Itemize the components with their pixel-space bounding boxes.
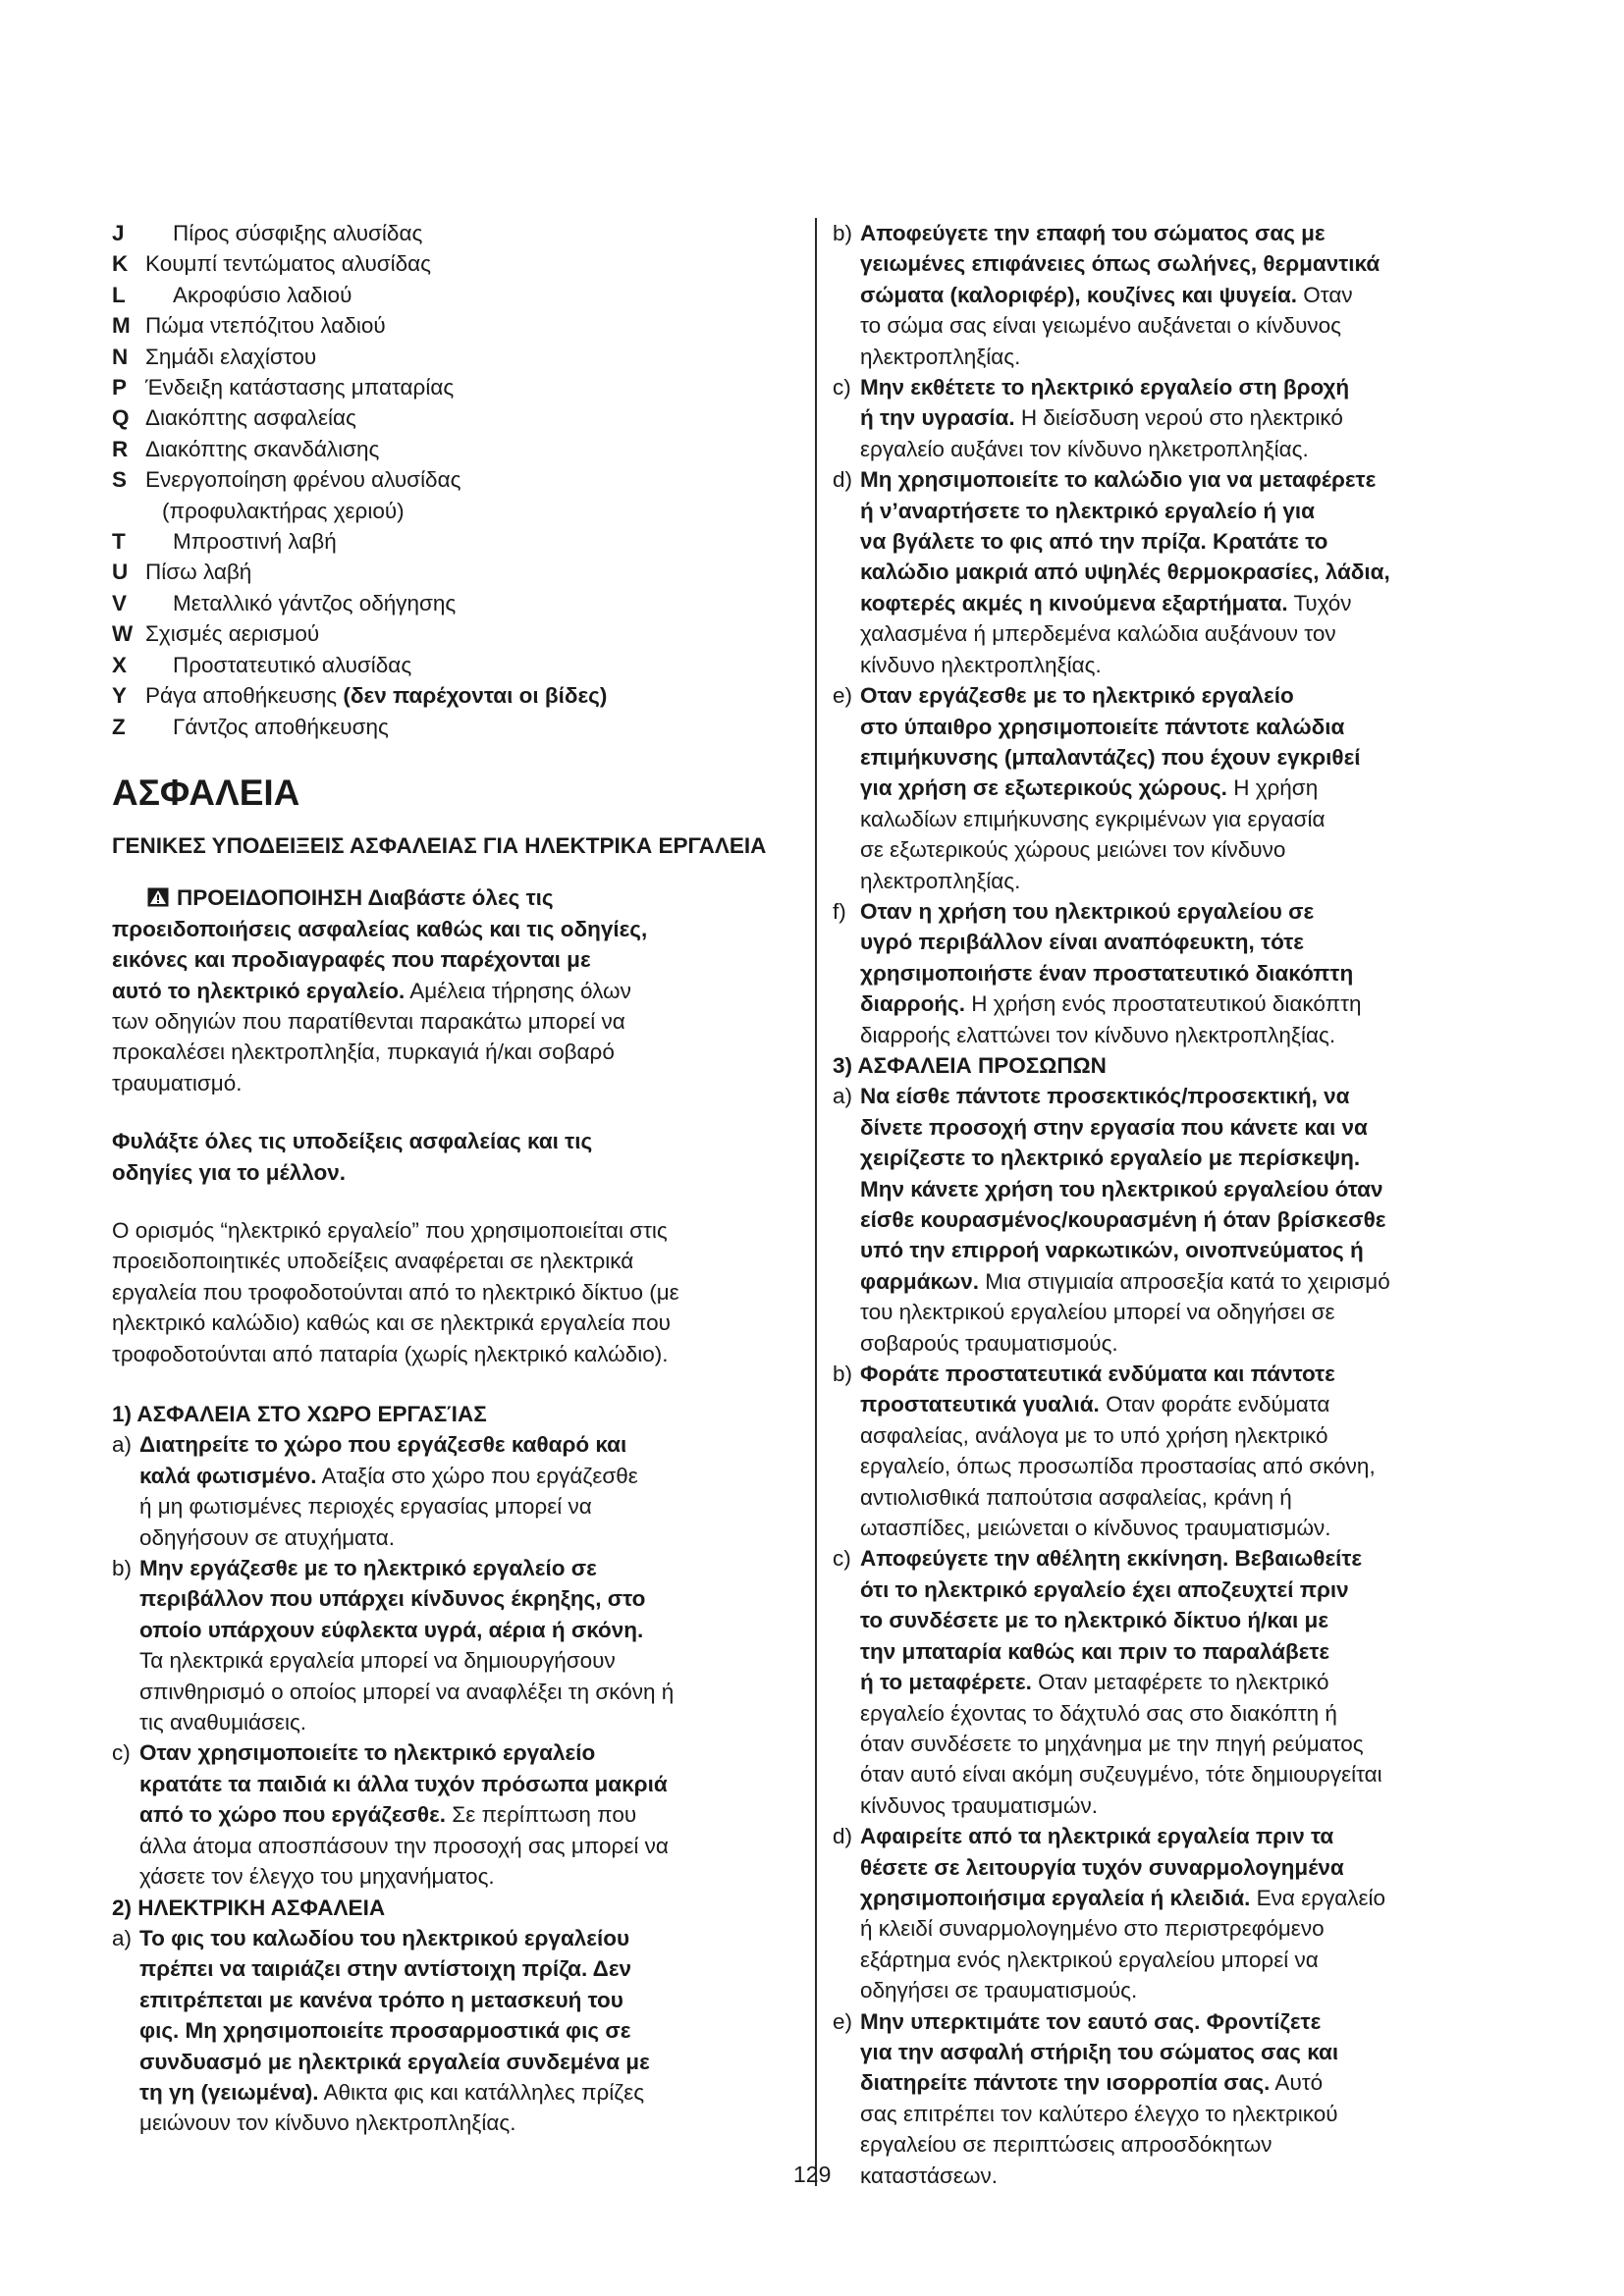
safety-item xyxy=(833,218,1534,372)
item-line xyxy=(139,1769,768,1799)
legend-key xyxy=(112,496,142,526)
item-line: ασφαλείας, ανάλογα με το υπό χρήση ηλεκτρικό xyxy=(860,1422,1328,1448)
bold-text: να βγάλετε το φις από την πρίζα. Κρατάτε το xyxy=(860,529,1328,555)
item-line xyxy=(139,1923,768,1953)
bold-text: ή το μεταφέρετε. xyxy=(860,1670,1032,1695)
warning-line: των οδηγιών που παρατίθενται παρακάτω μπορεί να xyxy=(112,1008,625,1034)
item-body xyxy=(860,372,1534,464)
item-key: a) xyxy=(112,1432,133,1458)
safety-item xyxy=(833,896,1534,1050)
item-line xyxy=(860,680,1534,711)
legend-key: W xyxy=(112,621,134,647)
legend-row xyxy=(112,372,768,402)
legend-row xyxy=(112,557,768,587)
bold-text: από το χώρο που εργάζεσθε. xyxy=(139,1802,447,1828)
warning-paragraph xyxy=(112,882,768,1098)
bold-text: ή την υγρασία. xyxy=(860,405,1015,431)
bold-text: Οταν η χρήση του ηλεκτρικού εργαλείου σε xyxy=(860,898,1315,924)
warning-triangle-icon xyxy=(147,887,169,907)
item-body xyxy=(860,1821,1534,2005)
item-line xyxy=(860,958,1534,988)
legend-key: N xyxy=(112,344,129,369)
legend-text: Γάντζος αποθήκευσης xyxy=(173,714,389,739)
page-number: 129 xyxy=(793,2162,832,2187)
item-line xyxy=(860,1081,1534,1111)
item-line xyxy=(139,1985,768,2015)
item-line: καλωδίων επιμήκυνσης εγκριμένων για εργασία xyxy=(860,806,1326,831)
item-line xyxy=(860,248,1534,279)
item-line xyxy=(139,1737,768,1768)
item-line: σοβαρούς τραυματισμούς. xyxy=(860,1330,1118,1356)
item-line: όταν αυτό είναι ακόμη συζευγμένο, τότε δημιουργείται xyxy=(860,1762,1382,1788)
safety-heading: ΑΣΦΑΛΕΙΑ xyxy=(112,772,300,813)
bold-text: Αφαιρείτε από τα ηλεκτρικά εργαλεία πριν τα xyxy=(860,1824,1334,1849)
item-line: Τα ηλεκτρικά εργαλεία μπορεί να δημιουργήσουν xyxy=(139,1648,616,1674)
item-line: ή μη φωτισμένες περιοχές εργασίας μπορεί να xyxy=(139,1494,592,1520)
legend-text: Διακόπτης σκανδάλισης xyxy=(145,436,380,461)
item-line: καλά φωτισμένο. Αταξία στο χώρο που εργάζεσθε xyxy=(139,1463,638,1488)
item-line: εργαλείο, όπως προσωπίδα προστασίας από σκόνη, xyxy=(860,1454,1376,1479)
legend-row xyxy=(112,712,768,742)
bold-text: Αποφεύγετε την επαφή του σώματος σας με xyxy=(860,221,1326,245)
item-line: του ηλεκτρικού εργαλείου μπορεί να οδηγήσει σε xyxy=(860,1300,1335,1325)
bold-text: Φοράτε προστατευτικά ενδύματα και πάντοτε xyxy=(860,1362,1335,1387)
item-line: ηλεκτροπληξίας. xyxy=(860,868,1021,893)
item-key: b) xyxy=(833,1362,853,1387)
legend-text: Προστατευτικό αλυσίδας xyxy=(173,652,412,677)
item-key: d) xyxy=(833,467,853,493)
legend-row xyxy=(112,526,768,557)
item-line xyxy=(860,1543,1534,1574)
item-body xyxy=(860,680,1534,896)
legend-key: P xyxy=(112,375,128,400)
legend-row xyxy=(112,496,768,526)
bold-text: υπό την επιρροή ναρκωτικών, οινοπνεύματος ή xyxy=(860,1238,1364,1263)
warning-line: προκαλέσει ηλεκτροπληξία, πυρκαγιά ή/και σοβαρό xyxy=(112,1040,615,1065)
item-line xyxy=(139,1553,768,1583)
bold-text: είσθε κουρασμένος/κουρασμένη ή όταν βρίσκεσθε xyxy=(860,1207,1386,1232)
section-heading: 1) ΑΣΦΑΛΕΙΑ ΣΤΟ ΧΩΡΟ ΕΡΓΑΣΊΑΣ xyxy=(112,1402,487,1426)
legend-key: S xyxy=(112,467,128,493)
bold-text: κοφτερές ακμές η κινούμενα εξαρτήματα. xyxy=(860,590,1288,615)
bold-text: αυτό το ηλεκτρικό εργαλείο. xyxy=(112,978,406,1003)
item-line: φαρμάκων. Μια στιγμιαία απροσεξία κατά το χειρισμό xyxy=(860,1268,1390,1294)
safety-item xyxy=(833,372,1534,464)
item-line: σώματα (καλοριφέρ), κουζίνες και ψυγεία. Οταν xyxy=(860,282,1353,307)
item-line: οδηγήσει σε τραυματισμούς. xyxy=(860,1978,1138,2003)
bold-text: επιμήκυνσης (μπαλαντάζες) που έχουν εγκριθεί xyxy=(860,744,1361,770)
legend-text: Μεταλλικό γάντζος οδήγησης xyxy=(173,590,457,615)
legend-key: T xyxy=(112,529,126,555)
item-line xyxy=(860,557,1534,587)
legend-key: Q xyxy=(112,405,130,431)
legend-bold-text: (δεν παρέχονται οι βίδες) xyxy=(343,683,608,709)
legend-key: Z xyxy=(112,714,126,739)
bold-text: ΠΡΟΕΙΔΟΠΟΙΗΣΗ Διαβάστε όλες τις xyxy=(177,885,554,911)
item-key: c) xyxy=(833,1546,851,1572)
item-body xyxy=(139,1923,768,2139)
general-safety-heading: ΓΕΝΙΚΕΣ ΥΠΟΔΕΙΞΕΙΣ ΑΣΦΑΛΕΙΑΣ ΓΙΑ ΗΛΕΚΤΡΙΚΑ ΕΡΓΑΛΕΙΑ xyxy=(112,832,767,858)
bold-text: Οταν χρησιμοποιείτε το ηλεκτρικό εργαλείο xyxy=(139,1740,596,1766)
item-line xyxy=(860,496,1534,526)
bold-text: Μην υπερκτιμάτε τον εαυτό σας. Φροντίζετε xyxy=(860,2008,1322,2034)
item-line: άλλα άτομα αποσπάσουν την προσοχή σας μπορεί να xyxy=(139,1833,669,1858)
bold-text: καλά φωτισμένο. xyxy=(139,1463,317,1488)
item-line: για χρήση σε εξωτερικούς χώρους. Η χρήση xyxy=(860,775,1319,801)
bold-text: σώματα (καλοριφέρ), κουζίνες και ψυγεία. xyxy=(860,282,1298,307)
item-key: c) xyxy=(833,375,851,400)
legend-text: Διακόπτης ασφαλείας xyxy=(145,405,356,431)
bold-text: την μπαταρία καθώς και πριν το παραλάβετε xyxy=(860,1638,1330,1664)
item-line xyxy=(860,218,1534,248)
item-line: διαρροής. Η χρήση ενός προστατευτικού διακόπτη xyxy=(860,991,1362,1017)
bold-text: το συνδέσετε με το ηλεκτρικό δίκτυο ή/και με xyxy=(860,1608,1328,1633)
item-body xyxy=(860,2006,1534,2191)
bold-text: περιβάλλον που υπάρχει κίνδυνος έκρηξης, στο xyxy=(139,1586,646,1612)
legend-key: V xyxy=(112,590,128,615)
item-line xyxy=(860,1204,1534,1235)
item-line: κοφτερές ακμές η κινούμενα εξαρτήματα. Τυχόν xyxy=(860,590,1352,615)
item-body xyxy=(139,1429,768,1553)
bold-text: υγρό περιβάλλον είναι αναπόφευκτη, τότε xyxy=(860,930,1304,955)
item-body xyxy=(139,1553,768,1737)
safety-item xyxy=(112,1737,768,1892)
bold-text: διαρροής. xyxy=(860,991,966,1017)
item-key: f) xyxy=(833,898,846,924)
item-line: διαρροής ελαττώνει τον κίνδυνο ηλεκτροπληξίας. xyxy=(860,1022,1336,1047)
item-line: προστατευτικά γυαλιά. Οταν φοράτε ενδύματα xyxy=(860,1392,1330,1417)
item-line: εργαλείου σε περιπτώσεις απροσδόκητων xyxy=(860,2132,1272,2158)
bold-text: συνδυασμό με ηλεκτρικά εργαλεία συνδεμένα με xyxy=(139,2049,650,2074)
legend-row xyxy=(112,618,768,649)
bold-text: προστατευτικά γυαλιά. xyxy=(860,1392,1100,1417)
item-line: χρησιμοποιήσιμα εργαλεία ή κλειδιά. Ενα εργαλείο xyxy=(860,1885,1386,1910)
warning-line: αυτό το ηλεκτρικό εργαλείο. Αμέλεια τήρησης όλων xyxy=(112,978,631,1003)
definition-line: ηλεκτρικό καλώδιο) καθώς και σε ηλεκτρικά εργαλεία που xyxy=(112,1310,671,1336)
legend-key: X xyxy=(112,652,128,677)
bold-text: φαρμάκων. xyxy=(860,1268,980,1294)
bold-text: Να είσθε πάντοτε προσεκτικός/προσεκτική, να xyxy=(860,1084,1350,1109)
item-line: εργαλείο αυξάνει τον κίνδυνο ηλκετροπληξίας. xyxy=(860,436,1309,461)
bold-text: Οταν εργάζεσθε με το ηλεκτρικό εργαλείο xyxy=(860,683,1294,709)
legend-text: Πίρος σύσφιξης αλυσίδας xyxy=(173,221,423,245)
item-line: σας επιτρέπει τον καλύτερο έλεγχο το ηλεκτρικού xyxy=(860,2101,1338,2126)
item-line: οδηγήσουν σε ατυχήματα. xyxy=(139,1524,396,1550)
safety-item xyxy=(833,1821,1534,2005)
warning-line xyxy=(112,882,768,913)
definition-paragraph xyxy=(112,1215,768,1369)
bold-text: Μην εκθέτετε το ηλεκτρικό εργαλείο στη βροχή xyxy=(860,375,1350,400)
bold-text: επιτρέπεται με κανένα τρόπο η μετασκευή του xyxy=(139,1987,623,2012)
safety-item xyxy=(112,1923,768,2139)
bold-text: Μην κάνετε χρήση του ηλεκτρικού εργαλείου όταν xyxy=(860,1176,1383,1201)
definition-line: Ο ορισμός “ηλεκτρικό εργαλείο” που χρησιμοποιείται στις xyxy=(112,1217,668,1243)
safety-item xyxy=(833,2006,1534,2191)
column-divider xyxy=(815,218,817,2186)
bold-text: τη γη (γειωμένα). xyxy=(139,2079,319,2105)
item-line: σε εξωτερικούς χώρους μειώνει τον κίνδυνο xyxy=(860,837,1286,863)
item-line xyxy=(139,1429,768,1460)
legend-text: Ενεργοποίηση φρένου αλυσίδας xyxy=(145,467,461,493)
item-line: όταν συνδέσετε το μηχάνημα με την πηγή ρεύματος xyxy=(860,1731,1364,1756)
item-line xyxy=(860,1112,1534,1143)
legend-key: M xyxy=(112,313,131,339)
safety-item xyxy=(833,464,1534,680)
safety-item xyxy=(112,1429,768,1553)
item-key: e) xyxy=(833,683,853,709)
legend-text: (προφυλακτήρας χεριού) xyxy=(162,498,405,523)
item-key: c) xyxy=(112,1740,131,1766)
item-line: ή κλειδί συναρμολογημένο στο περιστρεφόμενο xyxy=(860,1916,1325,1942)
bold-text: κρατάτε τα παιδιά κι άλλα τυχόν πρόσωπα μακριά xyxy=(139,1771,668,1796)
left-sections xyxy=(112,1399,768,2139)
item-body xyxy=(860,1359,1534,1543)
item-line xyxy=(139,2015,768,2046)
warning-line xyxy=(112,914,768,944)
bold-text: ότι το ηλεκτρικό εργαλείο έχει αποζευχτεί πριν xyxy=(860,1576,1349,1602)
item-line xyxy=(860,464,1534,495)
legend-text: Σχισμές αερισμού xyxy=(145,621,320,647)
legend-key: R xyxy=(112,436,129,461)
legend-row xyxy=(112,342,768,372)
item-line xyxy=(860,742,1534,773)
legend-row xyxy=(112,248,768,279)
legend-text: Ακροφύσιο λαδιού xyxy=(173,282,352,307)
definition-line: τροφοδοτούνται από παταρία (χωρίς ηλεκτρικό καλώδιο). xyxy=(112,1341,669,1366)
bold-text: ή ν’αναρτήσετε το ηλεκτρικό εργαλείο ή για xyxy=(860,498,1315,523)
bold-text: Αποφεύγετε την αθέλητη εκκίνηση. Βεβαιωθείτε xyxy=(860,1546,1363,1572)
item-body xyxy=(860,218,1534,372)
legend-text: Ένδειξη κατάστασης μπαταρίας xyxy=(145,375,455,400)
bold-text: εικόνες και προδιαγραφές που παρέχονται με xyxy=(112,947,591,973)
left-column xyxy=(112,218,768,2139)
legend-row xyxy=(112,434,768,464)
item-line xyxy=(860,1852,1534,1883)
item-line: ωτασπίδες, μειώνεται ο κίνδυνος τραυματισμών. xyxy=(860,1516,1331,1541)
item-line xyxy=(860,1359,1534,1389)
bold-text: γειωμένες επιφάνειες όπως σωλήνες, θερμαντικά xyxy=(860,251,1380,277)
item-key: e) xyxy=(833,2008,853,2034)
safety-item xyxy=(833,1081,1534,1359)
legend-text: Σημάδι ελαχίστου xyxy=(145,344,317,369)
item-line: αντιολισθικά παπούτσια ασφαλείας, κράνη ή xyxy=(860,1484,1292,1510)
legend-key: L xyxy=(112,282,126,307)
bold-text: δίνετε προσοχή στην εργασία που κάνετε και να xyxy=(860,1114,1368,1140)
section-heading: 2) ΗΛΕΚΤΡΙΚΗ ΑΣΦΑΛΕΙΑ xyxy=(112,1895,386,1920)
bold-text: για την ασφαλή στήριξη του σώματος σας και xyxy=(860,2039,1339,2064)
item-body xyxy=(860,1543,1534,1821)
safety-item xyxy=(112,1553,768,1737)
legend-row xyxy=(112,650,768,680)
legend-text: Ράγα αποθήκευσης (δεν παρέχονται οι βίδες) xyxy=(145,683,608,709)
bold-text: φις. Μη χρησιμοποιείτε προσαρμοστικά φις σε xyxy=(139,2018,631,2044)
item-line xyxy=(139,1615,768,1645)
item-body xyxy=(860,1081,1534,1359)
bold-text: Το φις του καλωδίου του ηλεκτρικού εργαλείου xyxy=(139,1925,630,1950)
bold-text: οποίο υπάρχουν εύφλεκτα υγρά, αέρια ή σκόνη. xyxy=(139,1617,644,1642)
bold-text: Μη χρησιμοποιείτε το καλώδιο για να μεταφέρετε xyxy=(860,467,1377,493)
legend-row xyxy=(112,464,768,495)
warning-line xyxy=(112,944,768,975)
bold-text: προειδοποιήσεις ασφαλείας καθώς και τις οδηγίες, xyxy=(112,916,648,941)
item-key: b) xyxy=(833,221,853,245)
section-heading: 3) ΑΣΦΑΛΕΙΑ ΠΡΟΣΩΠΩΝ xyxy=(833,1052,1107,1078)
legend-row xyxy=(112,402,768,433)
bold-text: Διατηρείτε το χώρο που εργάζεσθε καθαρό και xyxy=(139,1432,627,1458)
item-line: σπινθηρισμό ο οποίος μπορεί να αναφλέξει τη σκόνη ή xyxy=(139,1679,675,1704)
item-key: a) xyxy=(112,1925,133,1950)
bold-text: χρησιμοποιήστε έναν προστατευτικό διακόπτη xyxy=(860,960,1354,986)
warning-line: τραυματισμό. xyxy=(112,1070,243,1095)
item-line: διατηρείτε πάντοτε την ισορροπία σας. Αυτό xyxy=(860,2070,1324,2096)
bold-text: διατηρείτε πάντοτε την ισορροπία σας. xyxy=(860,2070,1271,2096)
item-line xyxy=(860,1235,1534,1265)
bold-text: καλώδιο μακριά από υψηλές θερμοκρασίες, λάδια, xyxy=(860,560,1390,585)
legend-row xyxy=(112,680,768,711)
item-line xyxy=(860,712,1534,742)
legend-key: Y xyxy=(112,683,128,709)
item-key: a) xyxy=(833,1084,853,1109)
legend-text: Κουμπί τεντώματος αλυσίδας xyxy=(145,251,432,277)
legend-key: K xyxy=(112,251,129,277)
item-line: χάσετε τον έλεγχο του μηχανήματος. xyxy=(139,1864,495,1890)
item-line xyxy=(860,2006,1534,2037)
right-column xyxy=(833,218,1534,2191)
item-line: εξάρτημα ενός ηλεκτρικού εργαλείου μπορεί να xyxy=(860,1947,1319,1972)
item-line: τη γη (γειωμένα). Αθικτα φις και κατάλληλες πρίζες xyxy=(139,2079,645,2105)
item-line: εργαλείο έχοντας το δάχτυλό σας στο διακόπτη ή xyxy=(860,1700,1337,1726)
bold-text: Μην εργάζεσθε με το ηλεκτρικό εργαλείο σε xyxy=(139,1556,597,1581)
keep-instructions-note xyxy=(112,1126,768,1188)
item-line: καταστάσεων. xyxy=(860,2163,999,2188)
bold-text: πρέπει να ταιριάζει στην αντίστοιχη πρίζα. Δεν xyxy=(139,1956,632,1982)
legend-row xyxy=(112,280,768,310)
bold-text: θέσετε σε λειτουργία τυχόν συναρμολογημένα xyxy=(860,1854,1344,1880)
definition-line: εργαλεία που τροφοδοτούνται από το ηλεκτρικό δίκτυο (με xyxy=(112,1279,679,1305)
item-line: κίνδυνο ηλεκτροπληξίας. xyxy=(860,652,1102,677)
item-line xyxy=(860,1636,1534,1667)
safety-item xyxy=(833,1543,1534,1821)
item-key: b) xyxy=(112,1556,133,1581)
item-line xyxy=(139,1583,768,1614)
item-line xyxy=(860,1143,1534,1173)
definition-line: προειδοποιητικές υποδείξεις αναφέρεται σε ηλεκτρικά xyxy=(112,1249,634,1274)
item-line xyxy=(860,526,1534,557)
legend-key: U xyxy=(112,560,129,585)
bold-text: χειρίζεστε το ηλεκτρικό εργαλείο με περίσκεψη. xyxy=(860,1146,1361,1171)
bold-text: στο ύπαιθρο χρησιμοποιείτε πάντοτε καλώδια xyxy=(860,714,1345,739)
legend-text: Πίσω λαβή xyxy=(145,560,252,585)
item-line xyxy=(860,1821,1534,1851)
item-line: από το χώρο που εργάζεσθε. Σε περίπτωση που xyxy=(139,1802,637,1828)
item-line: μειώνουν τον κίνδυνο ηλεκτροπληξίας. xyxy=(139,2110,516,2136)
legend-key: J xyxy=(112,221,125,245)
keep-note-line: οδηγίες για το μέλλον. xyxy=(112,1159,346,1185)
item-key: d) xyxy=(833,1824,853,1849)
item-line: το σώμα σας είναι γειωμένο αυξάνεται ο κίνδυνος xyxy=(860,313,1341,339)
item-line: τις αναθυμιάσεις. xyxy=(139,1710,307,1735)
item-line xyxy=(139,1953,768,1984)
bold-text: χρησιμοποιήσιμα εργαλεία ή κλειδιά. xyxy=(860,1885,1251,1910)
legend-row xyxy=(112,218,768,248)
item-body xyxy=(860,464,1534,680)
item-body xyxy=(860,896,1534,1050)
item-line: κίνδυνος τραυματισμών. xyxy=(860,1792,1098,1818)
item-line xyxy=(860,1605,1534,1635)
item-line xyxy=(860,927,1534,957)
legend-row xyxy=(112,588,768,618)
item-line xyxy=(860,1174,1534,1204)
item-line xyxy=(139,2047,768,2077)
keep-note-line: Φυλάξτε όλες τις υποδείξεις ασφαλείας και τις xyxy=(112,1129,593,1154)
item-line: ηλεκτροπληξίας. xyxy=(860,344,1021,369)
right-sections xyxy=(833,218,1534,2191)
item-body xyxy=(139,1737,768,1892)
item-line: ή την υγρασία. Η διείσδυση νερού στο ηλεκτρικό xyxy=(860,405,1343,431)
legend-text: Μπροστινή λαβή xyxy=(173,529,337,555)
legend-row xyxy=(112,310,768,341)
item-line xyxy=(860,372,1534,402)
item-line xyxy=(860,2037,1534,2067)
item-line xyxy=(860,1575,1534,1605)
legend-text: Πώμα ντεπόζιτου λαδιού xyxy=(145,313,386,339)
safety-item xyxy=(833,1359,1534,1543)
parts-legend xyxy=(112,218,768,742)
item-line xyxy=(860,896,1534,927)
safety-item xyxy=(833,680,1534,896)
item-line: χαλασμένα ή μπερδεμένα καλώδια αυξάνουν τον xyxy=(860,621,1336,647)
bold-text: για χρήση σε εξωτερικούς χώρους. xyxy=(860,775,1227,801)
item-line: ή το μεταφέρετε. Οταν μεταφέρετε το ηλεκτρικό xyxy=(860,1670,1329,1695)
